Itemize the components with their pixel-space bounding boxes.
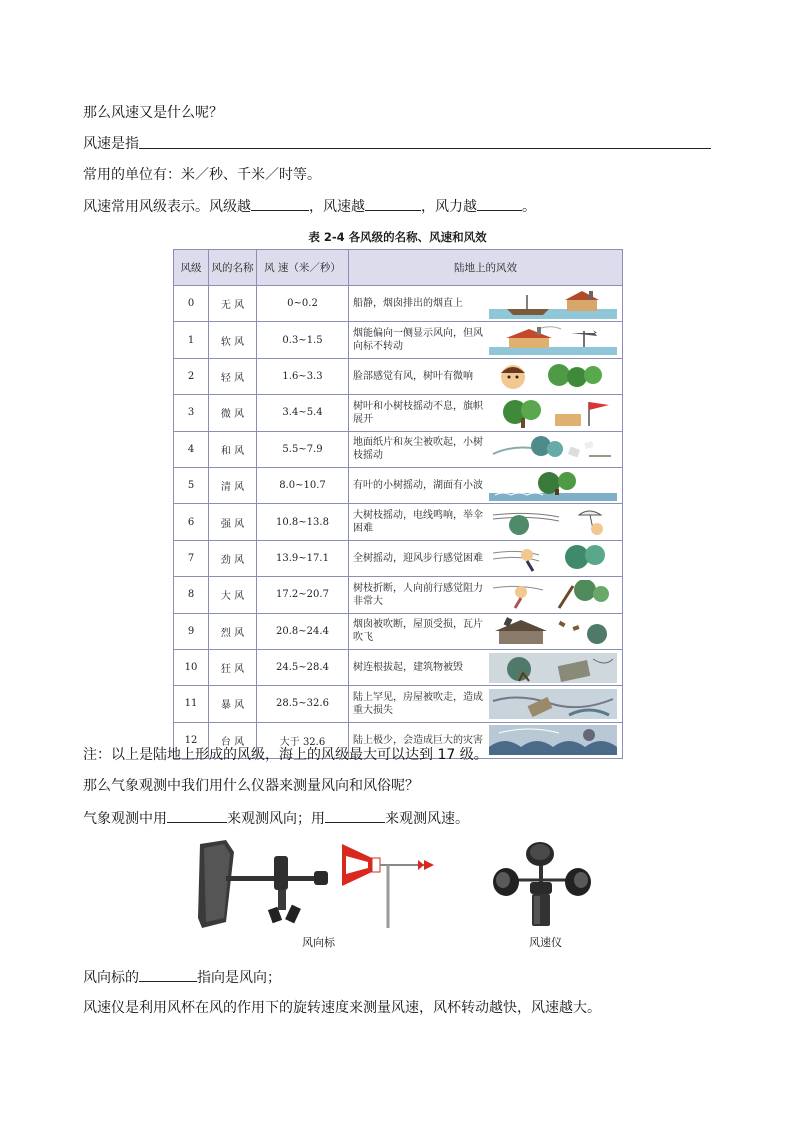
cell-name: 无 风 [209, 286, 257, 322]
cell-name: 狂 风 [209, 649, 257, 685]
cell-level: 0 [174, 286, 209, 322]
vane-part-2: 指向是风向； [197, 970, 281, 986]
caption-anemometer: 风速仪 [529, 936, 562, 949]
illustration-light-breeze [487, 358, 623, 394]
header-level: 风级 [174, 250, 209, 286]
cell-name: 软 风 [209, 322, 257, 358]
definition-blank[interactable] [139, 148, 711, 149]
table-row [174, 322, 623, 358]
illustration-strong-gale [487, 613, 623, 649]
table-row [174, 395, 623, 431]
cell-level: 11 [174, 686, 209, 722]
cell-level: 10 [174, 649, 209, 685]
table-row [174, 613, 623, 649]
cell-speed: 10.8~13.8 [257, 504, 349, 540]
cell-level: 6 [174, 504, 209, 540]
cell-level: 7 [174, 540, 209, 576]
cell-effect: 树连根拔起，建筑物被毁 [349, 649, 487, 685]
header-speed: 风 速（米／秒） [257, 250, 349, 286]
illustration-gale [487, 577, 623, 613]
cell-speed: 13.9~17.1 [257, 540, 349, 576]
wind-vane-image [196, 838, 441, 933]
instr-part-3: 来观测风速。 [385, 811, 469, 827]
blank-direction-instrument[interactable] [167, 808, 227, 823]
cell-name: 大 风 [209, 577, 257, 613]
question-wind-speed: 那么风速又是什么呢？ [83, 105, 223, 121]
blank-level[interactable] [251, 196, 309, 211]
note-text: 注：以上是陆地上形成的风级，海上的风级最大可以达到 17 级。 [83, 747, 488, 763]
definition-label: 风速是指 [83, 136, 139, 152]
cell-effect: 船静，烟囱排出的烟直上 [349, 286, 487, 322]
instr-part-2: 来观测风向；用 [227, 811, 325, 827]
instr-part-1: 气象观测中用 [83, 811, 167, 827]
cell-name: 台 风 [209, 722, 257, 758]
cell-speed: 0.3~1.5 [257, 322, 349, 358]
cell-effect: 烟能偏向一侧显示风向，但风向标不转动 [349, 322, 487, 358]
blank-force[interactable] [477, 196, 522, 211]
cell-speed: 大于 32.6 [257, 722, 349, 758]
cell-effect: 烟囱被吹断，屋顶受损，瓦片吹飞 [349, 613, 487, 649]
table-row [174, 467, 623, 503]
cell-speed: 0~0.2 [257, 286, 349, 322]
cell-speed: 24.5~28.4 [257, 649, 349, 685]
table-row [174, 577, 623, 613]
table-row [174, 358, 623, 394]
illustration-violent-storm [487, 686, 623, 722]
cell-name: 清 风 [209, 467, 257, 503]
header-effect: 陆地上的风效 [349, 250, 623, 286]
illustration-moderate-breeze [487, 431, 623, 467]
vane-sentence [83, 967, 281, 988]
cell-effect: 树枝折断，人向前行感觉阻力非常大 [349, 577, 487, 613]
cell-name: 暴 风 [209, 686, 257, 722]
illustration-light-air [487, 322, 623, 358]
blank-speed-instrument[interactable] [325, 808, 385, 823]
scale-part-3: ，风力越 [421, 199, 477, 215]
anemometer-text: 风速仪是利用风杯在风的作用下的旋转速度来测量风速，风杯转动越快，风速越大。 [83, 1000, 601, 1016]
cell-effect: 全树摇动，迎风步行感觉困难 [349, 540, 487, 576]
cell-effect: 树叶和小树枝摇动不息，旗帜展开 [349, 395, 487, 431]
cell-speed: 5.5~7.9 [257, 431, 349, 467]
instrument-sentence [83, 808, 469, 829]
cell-level: 12 [174, 722, 209, 758]
cell-name: 强 风 [209, 504, 257, 540]
table-row [174, 649, 623, 685]
table-header-row [174, 250, 623, 286]
header-name: 风的名称 [209, 250, 257, 286]
question-instruments: 那么气象观测中我们用什么仪器来测量风向和风俗呢？ [83, 778, 419, 794]
cell-effect: 脸部感觉有风，树叶有微响 [349, 358, 487, 394]
cell-name: 和 风 [209, 431, 257, 467]
table-row [174, 686, 623, 722]
cell-level: 5 [174, 467, 209, 503]
vane-part-1: 风向标的 [83, 970, 139, 986]
cell-level: 8 [174, 577, 209, 613]
table-title: 表 2-4 各风级的名称、风速和风效 [308, 230, 487, 244]
cell-effect: 有叶的小树摇动，湖面有小波 [349, 467, 487, 503]
cell-name: 劲 风 [209, 540, 257, 576]
illustration-near-gale [487, 540, 623, 576]
cell-level: 3 [174, 395, 209, 431]
cell-speed: 8.0~10.7 [257, 467, 349, 503]
cell-speed: 20.8~24.4 [257, 613, 349, 649]
illustration-gentle-breeze [487, 395, 623, 431]
caption-wind-vane: 风向标 [302, 936, 335, 949]
cell-level: 4 [174, 431, 209, 467]
table-row [174, 431, 623, 467]
illustration-typhoon [487, 722, 623, 758]
anemometer-image [490, 840, 595, 930]
cell-effect: 陆上罕见，房屋被吹走，造成重大损失 [349, 686, 487, 722]
cell-level: 2 [174, 358, 209, 394]
scale-part-1: 风速常用风级表示。风级越 [83, 199, 251, 215]
blank-vane-part[interactable] [139, 967, 197, 982]
cell-speed: 1.6~3.3 [257, 358, 349, 394]
scale-part-4: 。 [522, 199, 536, 215]
illustration-calm [487, 286, 623, 322]
blank-speed[interactable] [365, 196, 421, 211]
cell-speed: 28.5~32.6 [257, 686, 349, 722]
wind-scale-table [173, 249, 623, 759]
cell-level: 1 [174, 322, 209, 358]
illustration-storm [487, 649, 623, 685]
cell-speed: 17.2~20.7 [257, 577, 349, 613]
cell-speed: 3.4~5.4 [257, 395, 349, 431]
cell-level: 9 [174, 613, 209, 649]
illustration-strong-breeze [487, 504, 623, 540]
cell-effect: 地面纸片和灰尘被吹起，小树枝摇动 [349, 431, 487, 467]
table-row [174, 540, 623, 576]
cell-effect: 陆上极少，会造成巨大的灾害 [349, 722, 487, 758]
cell-name: 微 风 [209, 395, 257, 431]
units-text: 常用的单位有：米／秒、千米／时等。 [83, 167, 321, 183]
cell-effect: 大树枝摇动，电线鸣响，举伞困难 [349, 504, 487, 540]
illustration-fresh-breeze [487, 467, 623, 503]
cell-name: 烈 风 [209, 613, 257, 649]
wind-scale-table-figure [173, 225, 622, 748]
table-row [174, 286, 623, 322]
scale-part-2: ，风速越 [309, 199, 365, 215]
scale-sentence [83, 196, 536, 217]
cell-name: 轻 风 [209, 358, 257, 394]
table-row [174, 504, 623, 540]
